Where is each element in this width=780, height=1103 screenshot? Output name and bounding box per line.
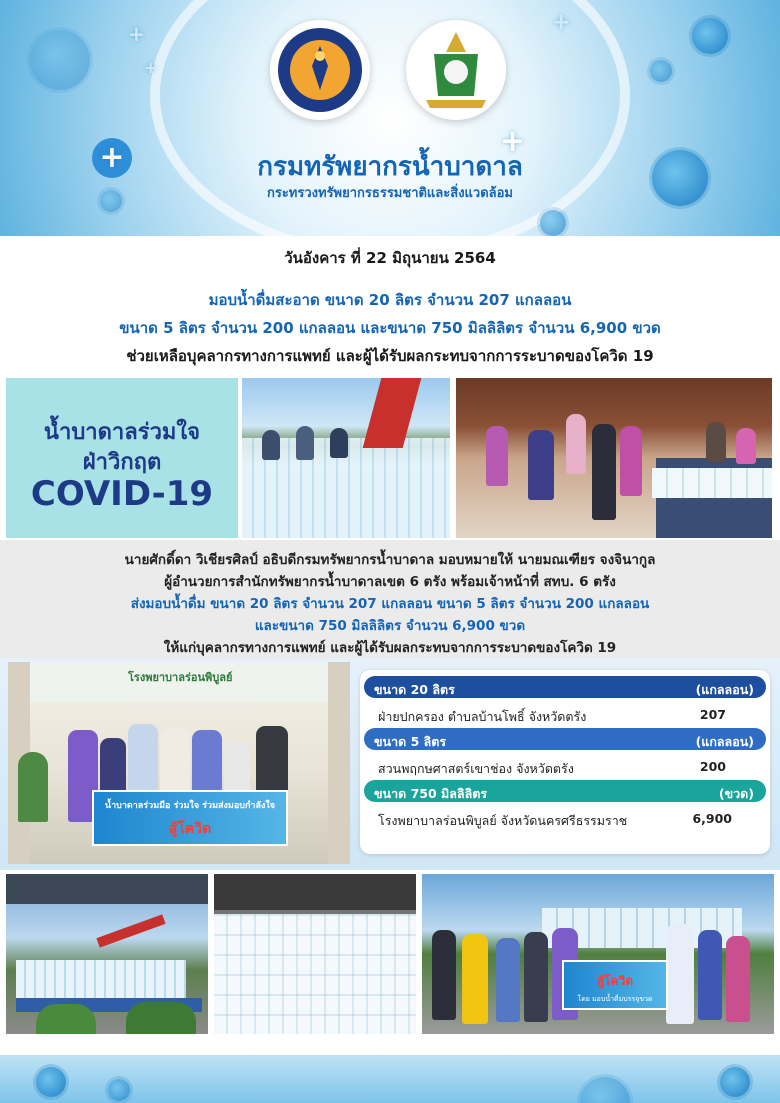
virus-icon (36, 1067, 66, 1097)
banner-sub: สู้โควิด (168, 821, 212, 837)
description-block (0, 540, 780, 658)
photo-crane-truck (6, 874, 208, 1034)
event-date: วันอังคาร ที่ 22 มิถุนายน 2564 (284, 249, 496, 267)
recipient: สวนพฤกษศาสตร์เขาช่อง จังหวัดตรัง (378, 761, 574, 776)
virus-icon (30, 30, 90, 90)
unit-label: (ขวด) (718, 786, 754, 801)
photo-group-banner (422, 874, 774, 1034)
org-title: กรมทรัพยากรน้ำบาดาล (257, 152, 523, 182)
photo-staff-office (456, 378, 772, 538)
banner-text: น้ำบาดาลร่วมมือ ร่วมใจ ร่วมส่งมอบกำลังใจ (104, 801, 276, 811)
banner-sub: สู้โควิด (596, 974, 634, 988)
plus-icon: + (144, 58, 158, 77)
table-header-5l (364, 728, 766, 750)
recipient: โรงพยาบาลร่อนพิบูลย์ จังหวัดนครศรีธรรมราช (378, 813, 628, 828)
plus-icon: + (92, 138, 132, 178)
table-header-20l (364, 676, 766, 698)
donation-table (360, 670, 770, 854)
unit-label: (แกลลอน) (695, 734, 754, 749)
announcement (0, 236, 780, 372)
unit-label: (แกลลอน) (695, 682, 754, 697)
dgr-logo (270, 20, 370, 120)
description-line-5: ให้แก่บุคลากรทางการแพทย์ และผู้ได้รับผลกระทบจากการระบาดของโควิด 19 (163, 640, 617, 656)
virus-icon (692, 18, 728, 54)
virus-icon (720, 1067, 750, 1097)
virus-icon (580, 1077, 630, 1103)
description-line-3: ส่งมอบน้ำดื่ม ขนาด 20 ลิตร จำนวน 207 แกลลอน ขนาด 5 ลิตร จำนวน 200 แกลลอน (130, 596, 650, 612)
plus-icon: + (128, 22, 145, 46)
ministry-logo (406, 20, 506, 120)
recipient: ฝ่ายปกครอง ตำบลบ้านโพธิ์ จังหวัดตรัง (378, 709, 587, 724)
hospital-sign: โรงพยาบาลร่อนพิบูลย์ (128, 671, 233, 684)
banner-sub-2: โดย มอบน้ำดื่มบรรจุขวด (577, 995, 653, 1003)
headline-line-1: มอบน้ำดื่มสะอาด ขนาด 20 ลิตร จำนวน 207 แกลลอน (208, 291, 572, 309)
photo-bottle-pallets (214, 874, 416, 1034)
table-header-750ml (364, 780, 766, 802)
virus-icon (108, 1079, 130, 1101)
badge-line-1: น้ำบาดาลร่วมใจ (43, 420, 201, 445)
badge-line-2: ฝ่าวิกฤต (82, 450, 162, 475)
footer-decoration (0, 1055, 780, 1103)
amount: 200 (699, 759, 726, 774)
size-label: ขนาด 5 ลิตร (374, 734, 447, 749)
plus-icon: + (500, 124, 526, 159)
campaign-banner (562, 960, 668, 1010)
photo-water-truck (242, 378, 450, 538)
amount: 207 (699, 707, 726, 722)
table-row (364, 752, 766, 780)
header-banner (0, 0, 780, 236)
size-label: ขนาด 20 ลิตร (374, 682, 455, 697)
ministry-subtitle: กระทรวงทรัพยากรธรรมชาติและสิ่งแวดล้อม (266, 186, 514, 201)
description-line-4: และขนาด 750 มิลลิลิตร จำนวน 6,900 ขวด (254, 618, 526, 634)
description-line-1: นายศักดิ์ดา วิเชียรศิลป์ อธิบดีกรมทรัพยากรน้ำบาดาล มอบหมายให้ นายมณเฑียร จงจินากูล (124, 552, 656, 568)
campaign-badge (6, 378, 238, 538)
amount: 6,900 (692, 811, 732, 826)
photo-hospital-group (8, 662, 350, 864)
photo-row-bottom (0, 870, 780, 1055)
virus-icon (650, 60, 672, 82)
table-row (364, 804, 766, 832)
badge-line-3: COVID-19 (30, 474, 214, 514)
photo-row-top (0, 372, 780, 540)
campaign-banner (92, 790, 288, 846)
headline-line-2: ขนาด 5 ลิตร จำนวน 200 แกลลอน และขนาด 750 มิลลิลิตร จำนวน 6,900 ขวด (119, 319, 661, 337)
size-label: ขนาด 750 มิลลิลิตร (374, 786, 488, 801)
virus-icon (540, 210, 566, 236)
headline-line-3: ช่วยเหลือบุคลากรทางการแพทย์ และผู้ได้รับผลกระทบจากการระบาดของโควิด 19 (126, 347, 654, 365)
plus-icon: + (552, 10, 571, 35)
description-line-2: ผู้อำนวยการสำนักทรัพยากรน้ำบาดาลเขต 6 ตรัง พร้อมเจ้าหน้าที่ สทบ. 6 ตรัง (164, 574, 616, 590)
table-row (364, 700, 766, 728)
